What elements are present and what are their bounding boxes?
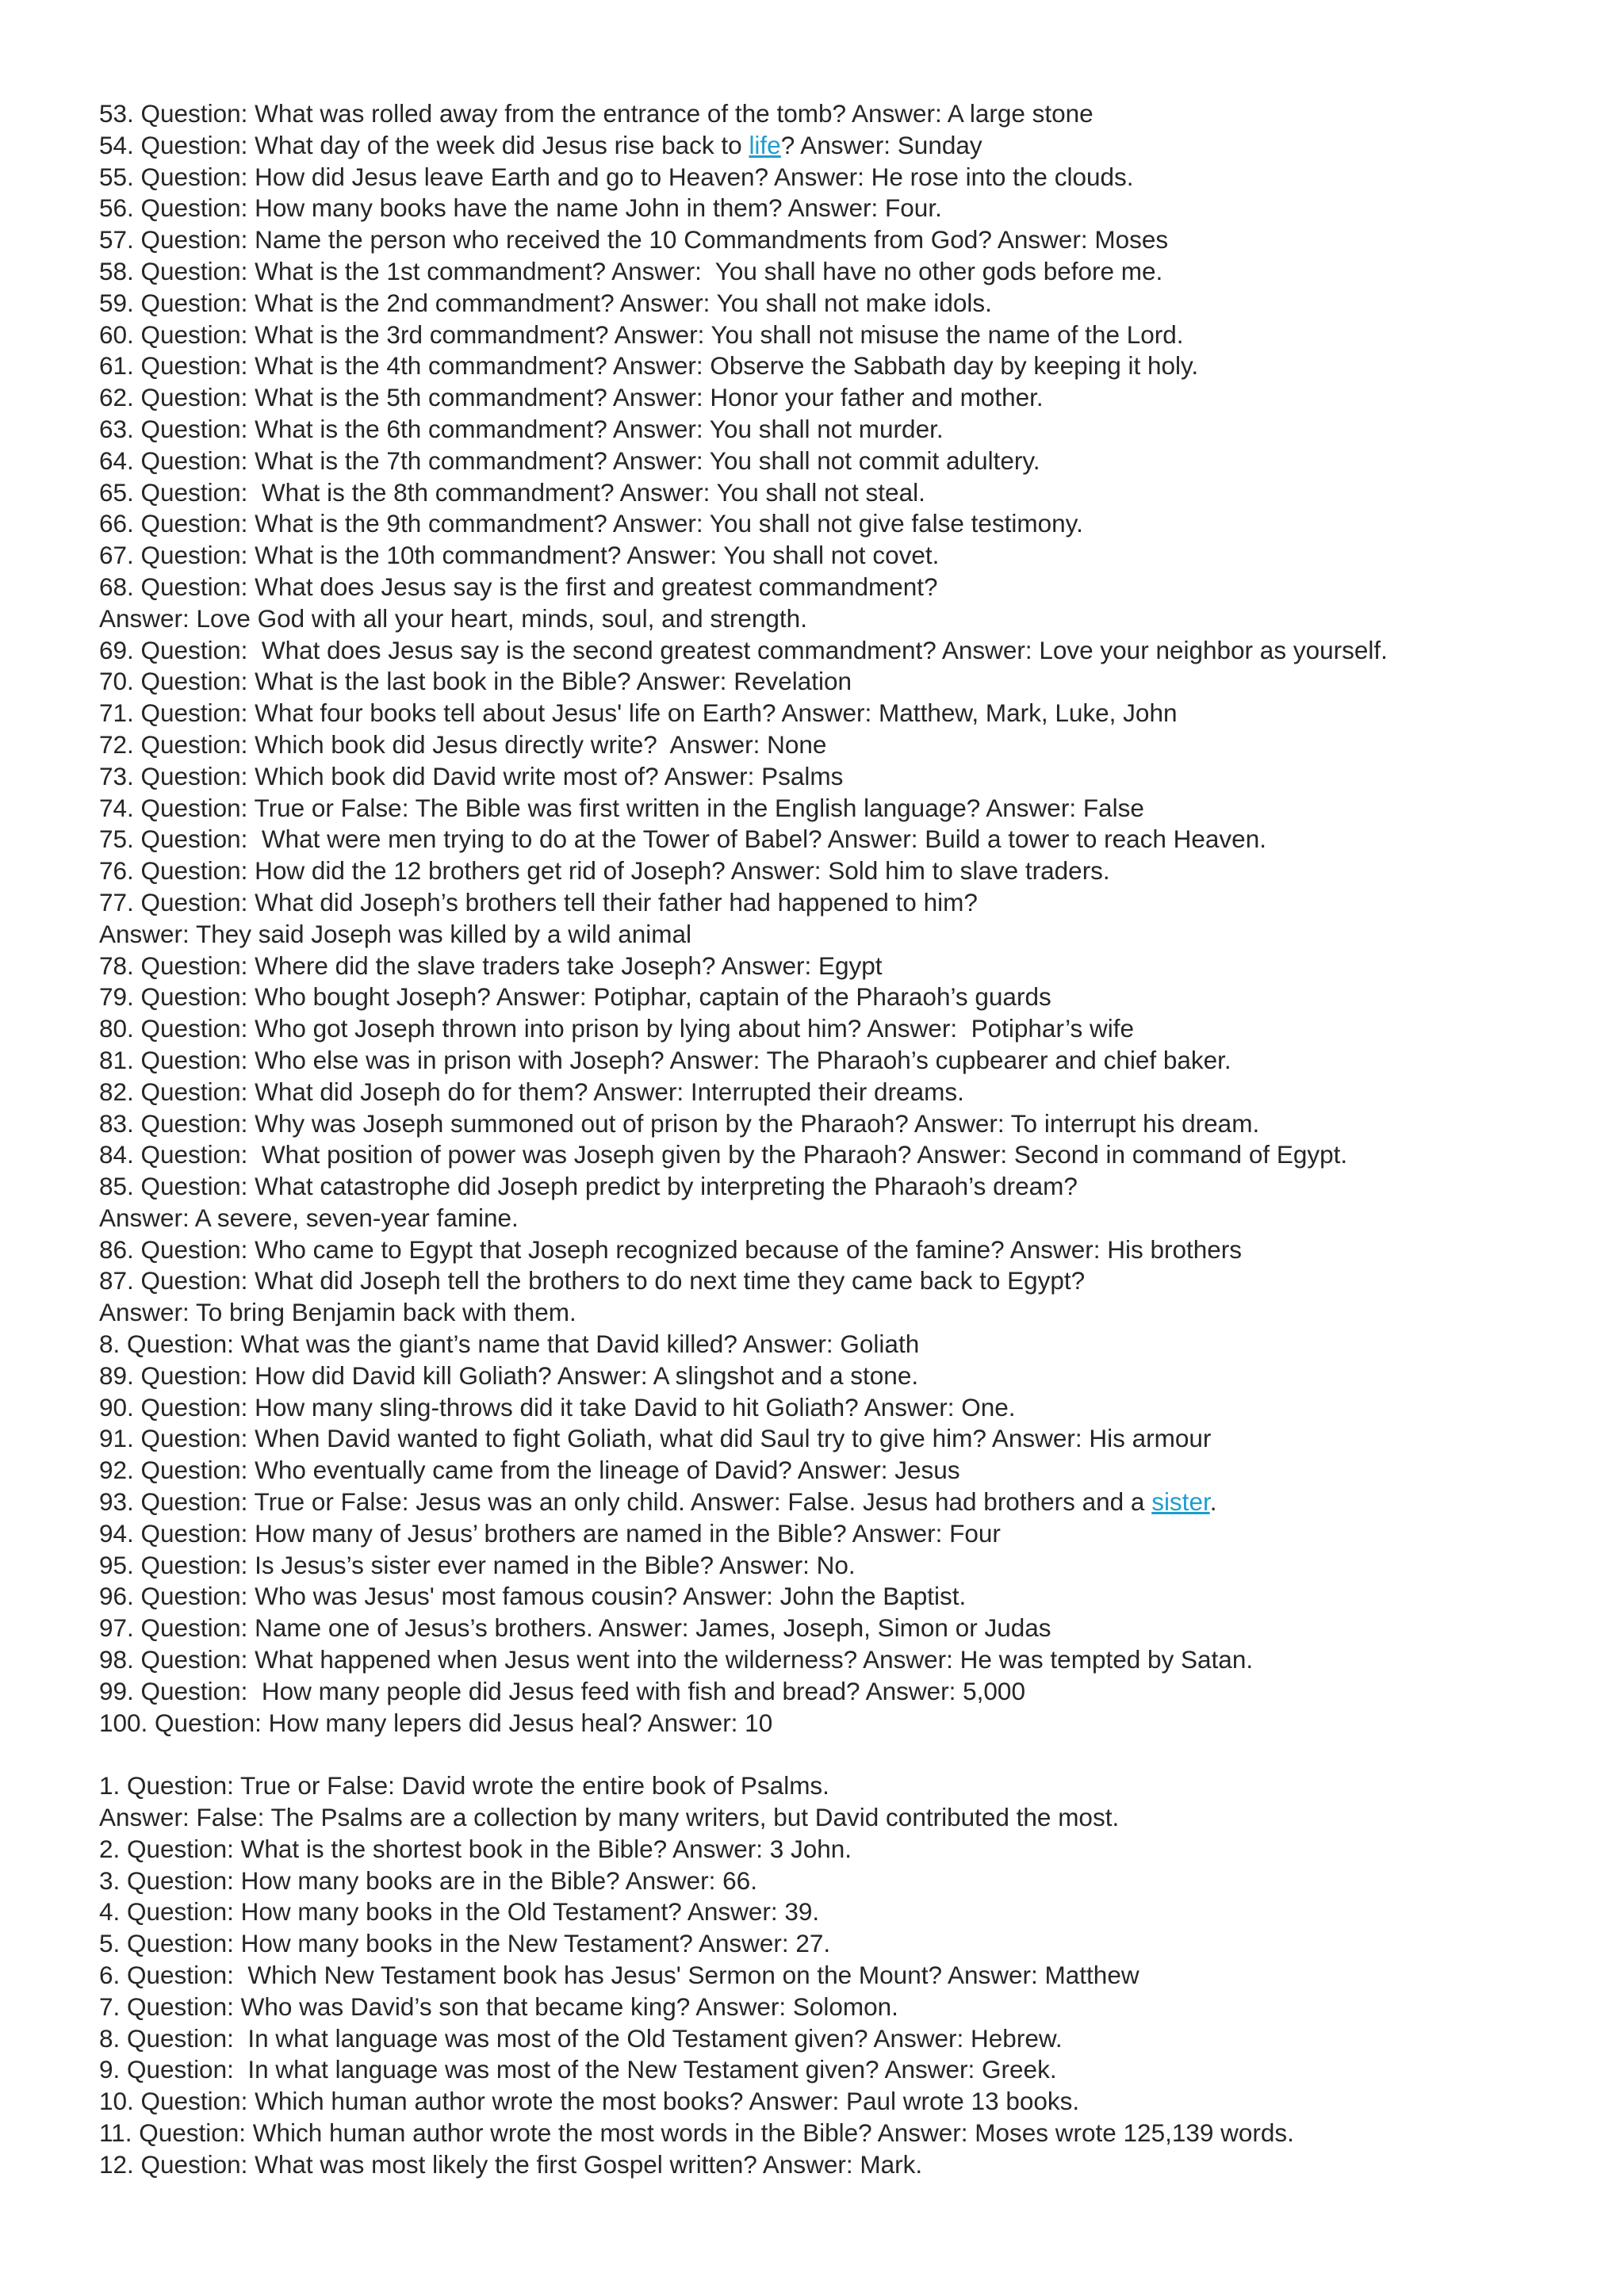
- text-line: 10. Question: Which human author wrote the most books? Answer: Paul wrote 13 books.: [99, 2087, 1080, 2116]
- text-line: 87. Question: What did Joseph tell the brothers to do next time they came back to Egypt?: [99, 1266, 1086, 1295]
- paragraph-gap: [99, 1739, 1606, 1770]
- text-line: 65. Question: What is the 8th commandment? Answer: You shall not steal.: [99, 477, 925, 507]
- text-line: 60. Question: What is the 3rd commandment? Answer: You shall not misuse the name of the Lord.: [99, 320, 1184, 349]
- text-line: 90. Question: How many sling-throws did it take David to hit Goliath? Answer: One.: [99, 1392, 1016, 1422]
- text-line: 68. Question: What does Jesus say is the first and greatest commandment?: [99, 572, 938, 601]
- text-line: 61. Question: What is the 4th commandment? Answer: Observe the Sabbath day by keeping it holy.: [99, 351, 1199, 381]
- text-line: 58. Question: What is the 1st commandment? Answer: You shall have no other gods before me.: [99, 256, 1163, 285]
- text-line: 83. Question: Why was Joseph summoned out of prison by the Pharaoh? Answer: To interrupt his dream.: [99, 1108, 1260, 1138]
- text-line: 7. Question: Who was David’s son that became king? Answer: Solomon.: [99, 1992, 898, 2021]
- text-line: 69. Question: What does Jesus say is the second greatest commandment? Answer: Love your neighbor as yourself.: [99, 635, 1388, 664]
- text-line: 62. Question: What is the 5th commandment? Answer: Honor your father and mother.: [99, 383, 1044, 412]
- text-line: Answer: To bring Benjamin back with them.: [99, 1298, 576, 1327]
- text-line: 67. Question: What is the 10th commandment? Answer: You shall not covet.: [99, 541, 940, 570]
- text-line: [99, 130, 1606, 162]
- line-text: ? Answer: Sunday: [780, 130, 982, 159]
- text-line: 94. Question: How many of Jesus’ brothers are named in the Bible? Answer: Four: [99, 1518, 1001, 1548]
- text-line: 55. Question: How did Jesus leave Earth and go to Heaven? Answer: He rose into the clouds.: [99, 162, 1134, 191]
- text-line: 82. Question: What did Joseph do for them? Answer: Interrupted their dreams.: [99, 1077, 964, 1106]
- text-line: 92. Question: Who eventually came from the lineage of David? Answer: Jesus: [99, 1456, 960, 1485]
- text-line: Answer: Love God with all your heart, minds, soul, and strength.: [99, 603, 807, 633]
- quiz-list-part-2: [99, 1770, 1606, 2180]
- text-line: Answer: They said Joseph was killed by a wild animal: [99, 919, 692, 948]
- text-line: 76. Question: How did the 12 brothers get rid of Joseph? Answer: Sold him to slave traders.: [99, 856, 1110, 886]
- text-line: 99. Question: How many people did Jesus feed with fish and bread? Answer: 5,000: [99, 1676, 1025, 1705]
- text-line: 11. Question: Which human author wrote the most words in the Bible? Answer: Moses wrote 125,139 words.: [99, 2118, 1294, 2147]
- text-line: 64. Question: What is the 7th commandment? Answer: You shall not commit adultery.: [99, 446, 1040, 475]
- text-line: 77. Question: What did Joseph’s brothers tell their father had happened to him?: [99, 887, 978, 916]
- text-line: Answer: A severe, seven-year famine.: [99, 1203, 519, 1232]
- text-line: 66. Question: What is the 9th commandment? Answer: You shall not give false testimony.: [99, 509, 1083, 538]
- text-line: 74. Question: True or False: The Bible was first written in the English language? Answer: False: [99, 793, 1144, 822]
- text-line: 95. Question: Is Jesus’s sister ever named in the Bible? Answer: No.: [99, 1550, 856, 1579]
- text-line: 57. Question: Name the person who received the 10 Commandments from God? Answer: Moses: [99, 225, 1169, 254]
- text-line: 53. Question: What was rolled away from the entrance of the tomb? Answer: A large stone: [99, 99, 1094, 128]
- text-line: 81. Question: Who else was in prison with Joseph? Answer: The Pharaoh’s cupbearer and chief baker.: [99, 1045, 1231, 1074]
- document-page: [99, 98, 1606, 2181]
- text-line: 84. Question: What position of power was Joseph given by the Pharaoh? Answer: Second in command of Egypt.: [99, 1140, 1348, 1169]
- text-line: 6. Question: Which New Testament book has Jesus' Sermon on the Mount? Answer: Matthew: [99, 1961, 1139, 1990]
- life-link[interactable]: life: [749, 130, 781, 159]
- text-line: 91. Question: When David wanted to fight Goliath, what did Saul try to give him? Answer: His armour: [99, 1424, 1212, 1453]
- sister-link[interactable]: sister: [1151, 1487, 1210, 1517]
- text-line: 96. Question: Who was Jesus' most famous cousin? Answer: John the Baptist.: [99, 1582, 967, 1611]
- text-line: 4. Question: How many books in the Old Testament? Answer: 39.: [99, 1897, 820, 1927]
- text-line: 59. Question: What is the 2nd commandment? Answer: You shall not make idols.: [99, 288, 992, 317]
- text-line: 80. Question: Who got Joseph thrown into prison by lying about him? Answer: Potiphar’s wife: [99, 1014, 1135, 1043]
- quiz-list-part-1: [99, 98, 1606, 1739]
- text-line: 86. Question: Who came to Egypt that Joseph recognized because of the famine? Answer: His brothers: [99, 1234, 1243, 1264]
- text-line: 100. Question: How many lepers did Jesus heal? Answer: 10: [99, 1708, 773, 1737]
- line-text: .: [1209, 1487, 1217, 1517]
- text-line: 98. Question: What happened when Jesus went into the wilderness? Answer: He was tempted by Satan.: [99, 1645, 1254, 1674]
- text-line: 72. Question: Which book did Jesus directly write? Answer: None: [99, 729, 827, 759]
- text-line: 97. Question: Name one of Jesus’s brothers. Answer: James, Joseph, Simon or Judas: [99, 1613, 1051, 1643]
- text-line: 56. Question: How many books have the name John in them? Answer: Four.: [99, 193, 942, 223]
- text-line: 12. Question: What was most likely the first Gospel written? Answer: Mark.: [99, 2149, 923, 2179]
- text-line: 73. Question: Which book did David write most of? Answer: Psalms: [99, 761, 844, 790]
- line-text: 93. Question: True or False: Jesus was an only child. Answer: False. Jesus had brothers and a: [99, 1487, 1152, 1517]
- text-line: [99, 1487, 1606, 1518]
- text-line: 63. Question: What is the 6th commandment? Answer: You shall not murder.: [99, 414, 944, 443]
- text-line: 89. Question: How did David kill Goliath? Answer: A slingshot and a stone.: [99, 1360, 919, 1390]
- text-line: 78. Question: Where did the slave traders take Joseph? Answer: Egypt: [99, 951, 883, 980]
- text-line: 5. Question: How many books in the New Testament? Answer: 27.: [99, 1929, 831, 1958]
- text-line: 85. Question: What catastrophe did Joseph predict by interpreting the Pharaoh’s dream?: [99, 1172, 1078, 1201]
- text-line: 75. Question: What were men trying to do at the Tower of Babel? Answer: Build a tower to reach Heaven.: [99, 825, 1266, 854]
- text-line: 8. Question: What was the giant’s name that David killed? Answer: Goliath: [99, 1330, 920, 1359]
- text-line: 70. Question: What is the last book in the Bible? Answer: Revelation: [99, 667, 852, 696]
- text-line: 71. Question: What four books tell about Jesus' life on Earth? Answer: Matthew, Mark, Luke, John: [99, 698, 1178, 728]
- text-line: 9. Question: In what language was most of the New Testament given? Answer: Greek.: [99, 2055, 1057, 2084]
- text-line: Answer: False: The Psalms are a collection by many writers, but David contributed the most.: [99, 1803, 1120, 1832]
- text-line: 2. Question: What is the shortest book in the Bible? Answer: 3 John.: [99, 1834, 852, 1863]
- line-text: 54. Question: What day of the week did Jesus rise back to: [99, 130, 749, 159]
- text-line: 3. Question: How many books are in the Bible? Answer: 66.: [99, 1866, 757, 1895]
- text-line: 1. Question: True or False: David wrote the entire book of Psalms.: [99, 1771, 829, 1800]
- text-line: 8. Question: In what language was most of the Old Testament given? Answer: Hebrew.: [99, 2023, 1063, 2053]
- text-line: 79. Question: Who bought Joseph? Answer: Potiphar, captain of the Pharaoh’s guards: [99, 982, 1051, 1012]
